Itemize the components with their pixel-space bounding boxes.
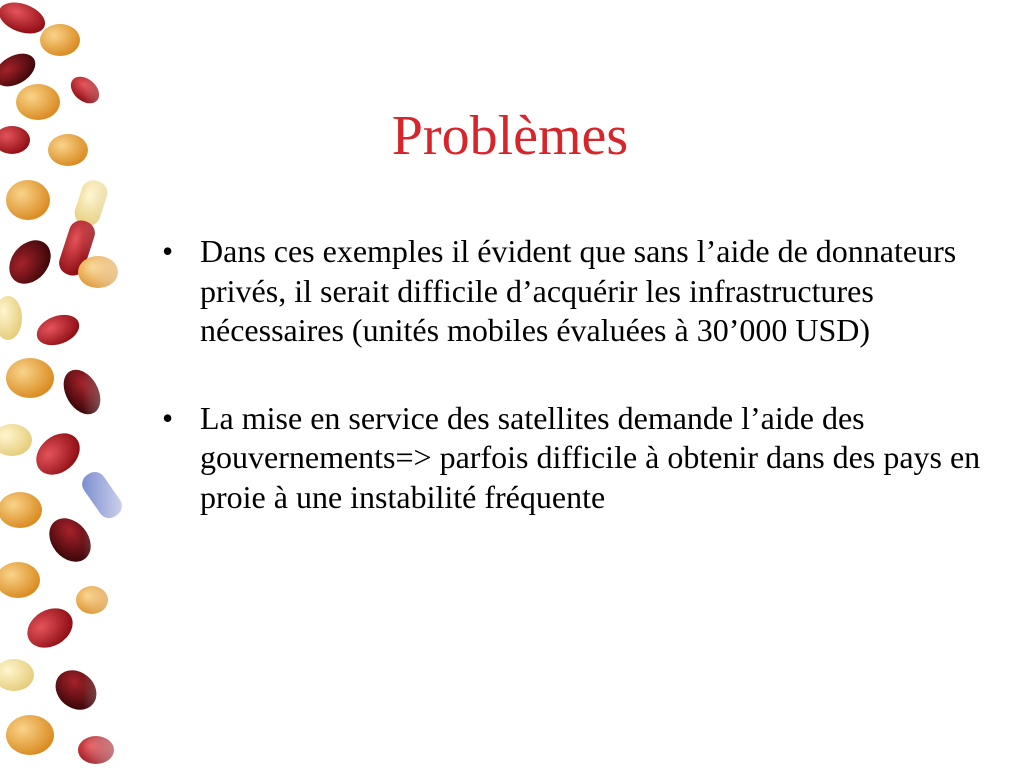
bullet-icon: •: [162, 399, 174, 436]
pills-decoration: [0, 0, 150, 768]
slide-title: Problèmes: [391, 105, 629, 167]
bullet-item: [160, 399, 990, 518]
bullet-icon: •: [162, 233, 174, 269]
bullet-text: La mise en service des satellites demande l’aide des gouvernements=> parfois difficile à obtenir dans des pays en proie à une instabilité fréquente: [200, 399, 981, 515]
bullet-item: [160, 232, 990, 351]
bullet-list: [160, 232, 990, 517]
bullet-text: Dans ces exemples il évident que sans l’aide de donnateurs privés, il serait difficile d’acquérir les infrastructures nécessaires (unités mobiles évaluées à 30’000 USD): [200, 233, 957, 348]
